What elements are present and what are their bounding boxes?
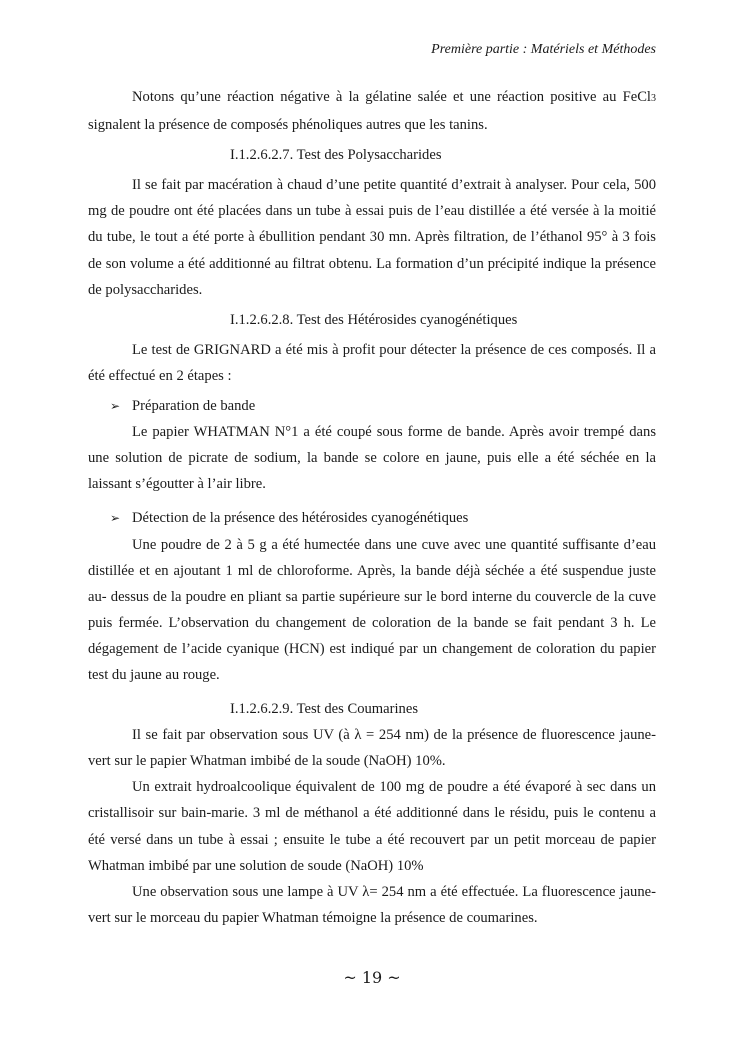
bullet-detection [88, 505, 656, 531]
page-number: ~ 19 ~ [343, 968, 401, 987]
bullet-preparation-label: Préparation de bande [132, 398, 256, 415]
heading-polysaccharides: I.1.2.6.2.7. Test des Polysaccharides [230, 147, 442, 164]
bullet-detection-label: Détection de la présence des hétérosides cyanogénétiques [132, 510, 469, 527]
paragraph-phenolic-text: Notons qu’une réaction négative à la gélatine salée et une réaction positive au FeCl [132, 89, 651, 105]
paragraph-phenolic [88, 84, 656, 138]
paragraph-extrait: Un extrait hydroalcoolique équivalent de 100 mg de poudre a été évaporé à sec dans un cristallisoir sur bain-marie. 3 ml de méthanol a été additionné dans le résidu, puis le contenu a été versé dans un tube à essai ; ensuite le tube a été recouvert par un petit morceau de papier Whatman imbibé par une solution de soude (NaOH) 10% [88, 779, 656, 874]
page-body [88, 84, 656, 931]
running-header: Première partie : Matériels et Méthodes [431, 42, 656, 57]
paragraph-observation: Une observation sous une lampe à UV λ= 254 nm a été effectuée. La fluorescence jaune-vert sur le morceau du papier Whatman témoigne la présence de coumarines. [88, 883, 656, 926]
fecl3-subscript: 3 [651, 93, 656, 104]
bullet-preparation [88, 393, 656, 419]
paragraph-phenolic-tail: signalent la présence de composés phénoliques autres que les tanins. [88, 117, 488, 134]
heading-coumarines: I.1.2.6.2.9. Test des Coumarines [230, 701, 419, 718]
paragraph-detection: Une poudre de 2 à 5 g a été humectée dans une cuve avec une quantité suffisante d’eau distillée et en ajoutant 1 ml de chloroforme. Après, la bande déjà séchée a été suspendue juste au- dessus de la poudre en pliant sa partie supérieure sur le bord interne du couvercle de la cuve puis fermée. L’observation du changement de coloration de la bande se fait pendant 3 h. Le dégagement de l’acide cyanique (HCN) est indiqué par un changement de coloration du papier test du jaune au rouge. [88, 536, 656, 683]
arrow-bullet-icon: ➢ [110, 399, 121, 414]
paragraph-uv: Il se fait par observation sous UV (à λ = 254 nm) de la présence de fluorescence jaune-vert sur le papier Whatman imbibé de la soude (NaOH) 10%. [88, 727, 656, 770]
paragraph-grignard: Le test de GRIGNARD a été mis à profit pour détecter la présence de ces composés. Il a été effectué en 2 étapes : [88, 341, 656, 384]
heading-heterosides: I.1.2.6.2.8. Test des Hétérosides cyanogénétiques [230, 311, 518, 328]
arrow-bullet-icon: ➢ [110, 511, 121, 526]
paragraph-bande: Le papier WHATMAN N°1 a été coupé sous forme de bande. Après avoir trempé dans une solution de picrate de sodium, la bande se colore en jaune, puis elle a été séchée en la laissant s’égoutter à l’air libre. [88, 424, 656, 493]
paragraph-polysaccharides: Il se fait par macération à chaud d’une petite quantité d’extrait à analyser. Pour cela, 500 mg de poudre ont été placées dans un tube à essai puis de l’eau distillée a été versée à la moitié du tube, le tout a été porte à ébullition pendant 30 mn. Après filtration, de l’éthanol 95° à 3 fois de son volume a été additionné au filtrat obtenu. La formation d’un précipité indique la présence de polysaccharides. [88, 177, 656, 298]
